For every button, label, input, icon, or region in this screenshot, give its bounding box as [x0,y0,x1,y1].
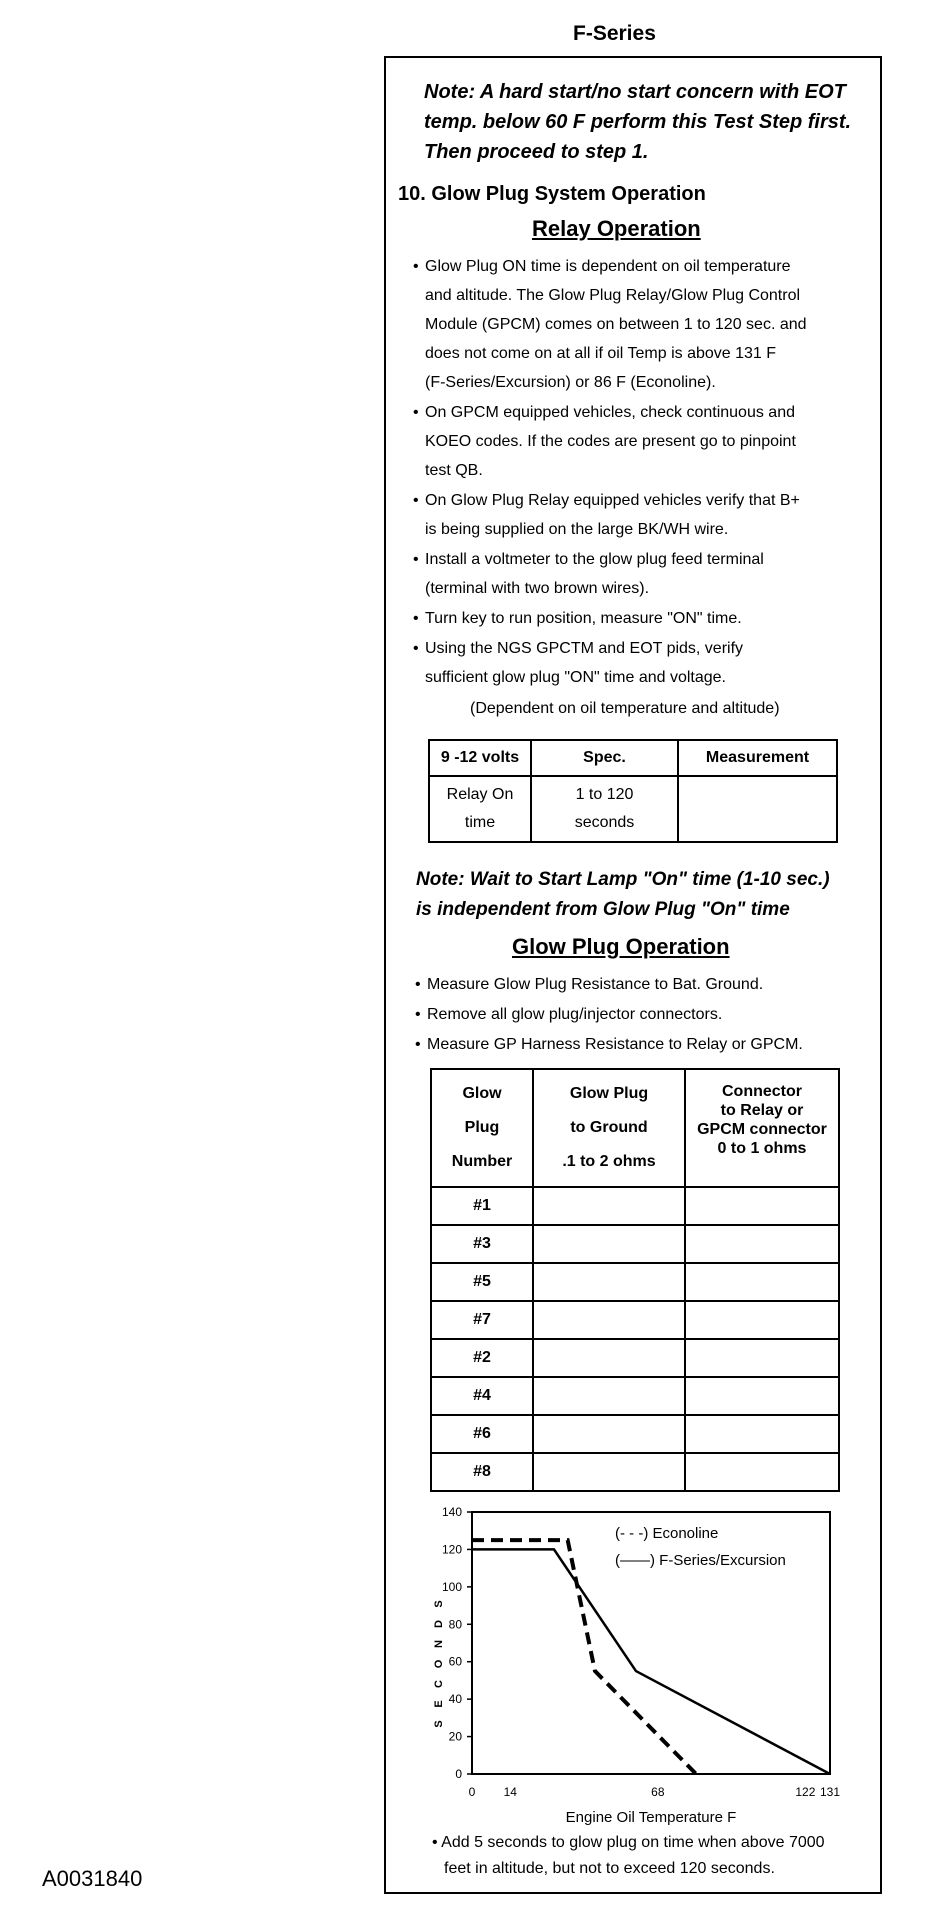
x-axis-label: Engine Oil Temperature F [565,1809,737,1825]
glow-table-header: Glow Plug to Ground .1 to 2 ohms [533,1069,685,1187]
note-mid-line: is independent from Glow Plug "On" time [416,899,790,920]
list-item: • On GPCM equipped vehicles, check continuous and KOEO codes. If the codes are present go to pinpoint test QB. [413,398,868,485]
y-tick-label: 20 [448,1729,462,1744]
legend-econoline: (- - -) Econoline [615,1525,719,1542]
y-tick-label: 0 [455,1767,462,1781]
x-tick-label: 122 [795,1785,816,1799]
series-line-f-series-excursion [472,1549,830,1774]
footer-note [432,1830,825,1882]
y-axis-label-letter: N [433,1640,445,1648]
step-title: 10. Glow Plug System Operation [398,183,706,205]
table-row: #3 [431,1225,533,1263]
y-axis-label-letter: O [433,1659,445,1669]
footer-note-line: • Add 5 seconds to glow plug on time when above 7000 [432,1834,825,1851]
table-row: #6 [431,1415,533,1453]
relay-table-cell: Relay On time [429,776,531,842]
y-axis-label-letter: D [433,1620,445,1628]
footer-note-line: feet in altitude, but not to exceed 120 seconds. [444,1860,775,1877]
note-top-line: Then proceed to step 1. [424,141,649,163]
note-top-line: Note: A hard start/no start concern with EOT [424,81,846,103]
glow-table-header: Glow Plug Number [431,1069,533,1187]
y-axis-label-letter: E [433,1700,445,1708]
note-mid-line: Note: Wait to Start Lamp "On" time (1-10 sec.) [416,869,830,890]
list-item: • Remove all glow plug/injector connectors. [415,1000,875,1029]
list-item: • On Glow Plug Relay equipped vehicles verify that B+ is being supplied on the large BK/WH wire. [413,486,868,544]
y-tick-label: 140 [441,1505,462,1519]
glow-plug-table [430,1068,840,1492]
x-tick-label: 14 [503,1785,517,1799]
table-row: #2 [431,1339,533,1377]
table-row: #7 [431,1301,533,1339]
x-tick-label: 68 [651,1785,665,1799]
legend-f-series: (——) F-Series/Excursion [615,1552,786,1569]
list-item: • Using the NGS GPCTM and EOT pids, verify sufficient glow plug "ON" time and voltage. [413,634,868,692]
relay-table [428,739,838,843]
x-tick-label: 131 [819,1785,840,1799]
note-mid [416,865,830,925]
table-row: #8 [431,1453,533,1491]
glow-plug-operation-heading: Glow Plug Operation [512,934,730,959]
list-item: • Glow Plug ON time is dependent on oil temperature and altitude. The Glow Plug Relay/Glow Plug Control Module (GPCM) comes on between 1 to 120 sec. and does not come on at all if oil Temp is above 131 F (F-Series/Excursion) or 86 F (Econoline). [413,252,868,397]
table-row: #5 [431,1263,533,1301]
relay-table-header: 9 -12 volts [429,740,531,776]
list-item: • Measure Glow Plug Resistance to Bat. Ground. [415,970,875,999]
y-axis-label-letter: S [433,1720,445,1728]
y-tick-label: 80 [448,1617,462,1632]
series-line-econoline [472,1540,696,1774]
measurement-cell [678,776,837,842]
list-item: • Turn key to run position, measure "ON" time. [413,604,868,633]
y-tick-label: 120 [441,1542,462,1557]
list-item: • Install a voltmeter to the glow plug feed terminal (terminal with two brown wires). [413,545,868,603]
relay-table-header: Measurement [678,740,837,776]
y-axis-label-letter: S [433,1600,445,1608]
note-top-line: temp. below 60 F perform this Test Step first. [424,111,852,133]
glow-bullet-list [415,970,875,1060]
list-item: • Measure GP Harness Resistance to Relay or GPCM. [415,1030,875,1059]
glow-plug-time-chart [430,1500,840,1825]
table-row: #1 [431,1187,533,1225]
y-axis-label-letter: C [433,1680,445,1688]
y-tick-label: 40 [448,1692,462,1707]
note-top [424,77,851,167]
figure-code: A0031840 [42,1866,143,1891]
x-tick-label: 0 [468,1785,476,1799]
dependent-note: (Dependent on oil temperature and altitude) [470,700,780,717]
relay-bullet-list [413,252,868,693]
y-tick-label: 100 [441,1579,462,1594]
y-tick-label: 60 [448,1654,462,1669]
relay-table-cell: 1 to 120 seconds [531,776,678,842]
relay-table-header: Spec. [531,740,678,776]
glow-table-header: Connector to Relay or GPCM connector 0 to 1 ohms [685,1069,839,1187]
table-row: #4 [431,1377,533,1415]
relay-operation-heading: Relay Operation [532,216,701,241]
page-header: F-Series [573,22,656,45]
